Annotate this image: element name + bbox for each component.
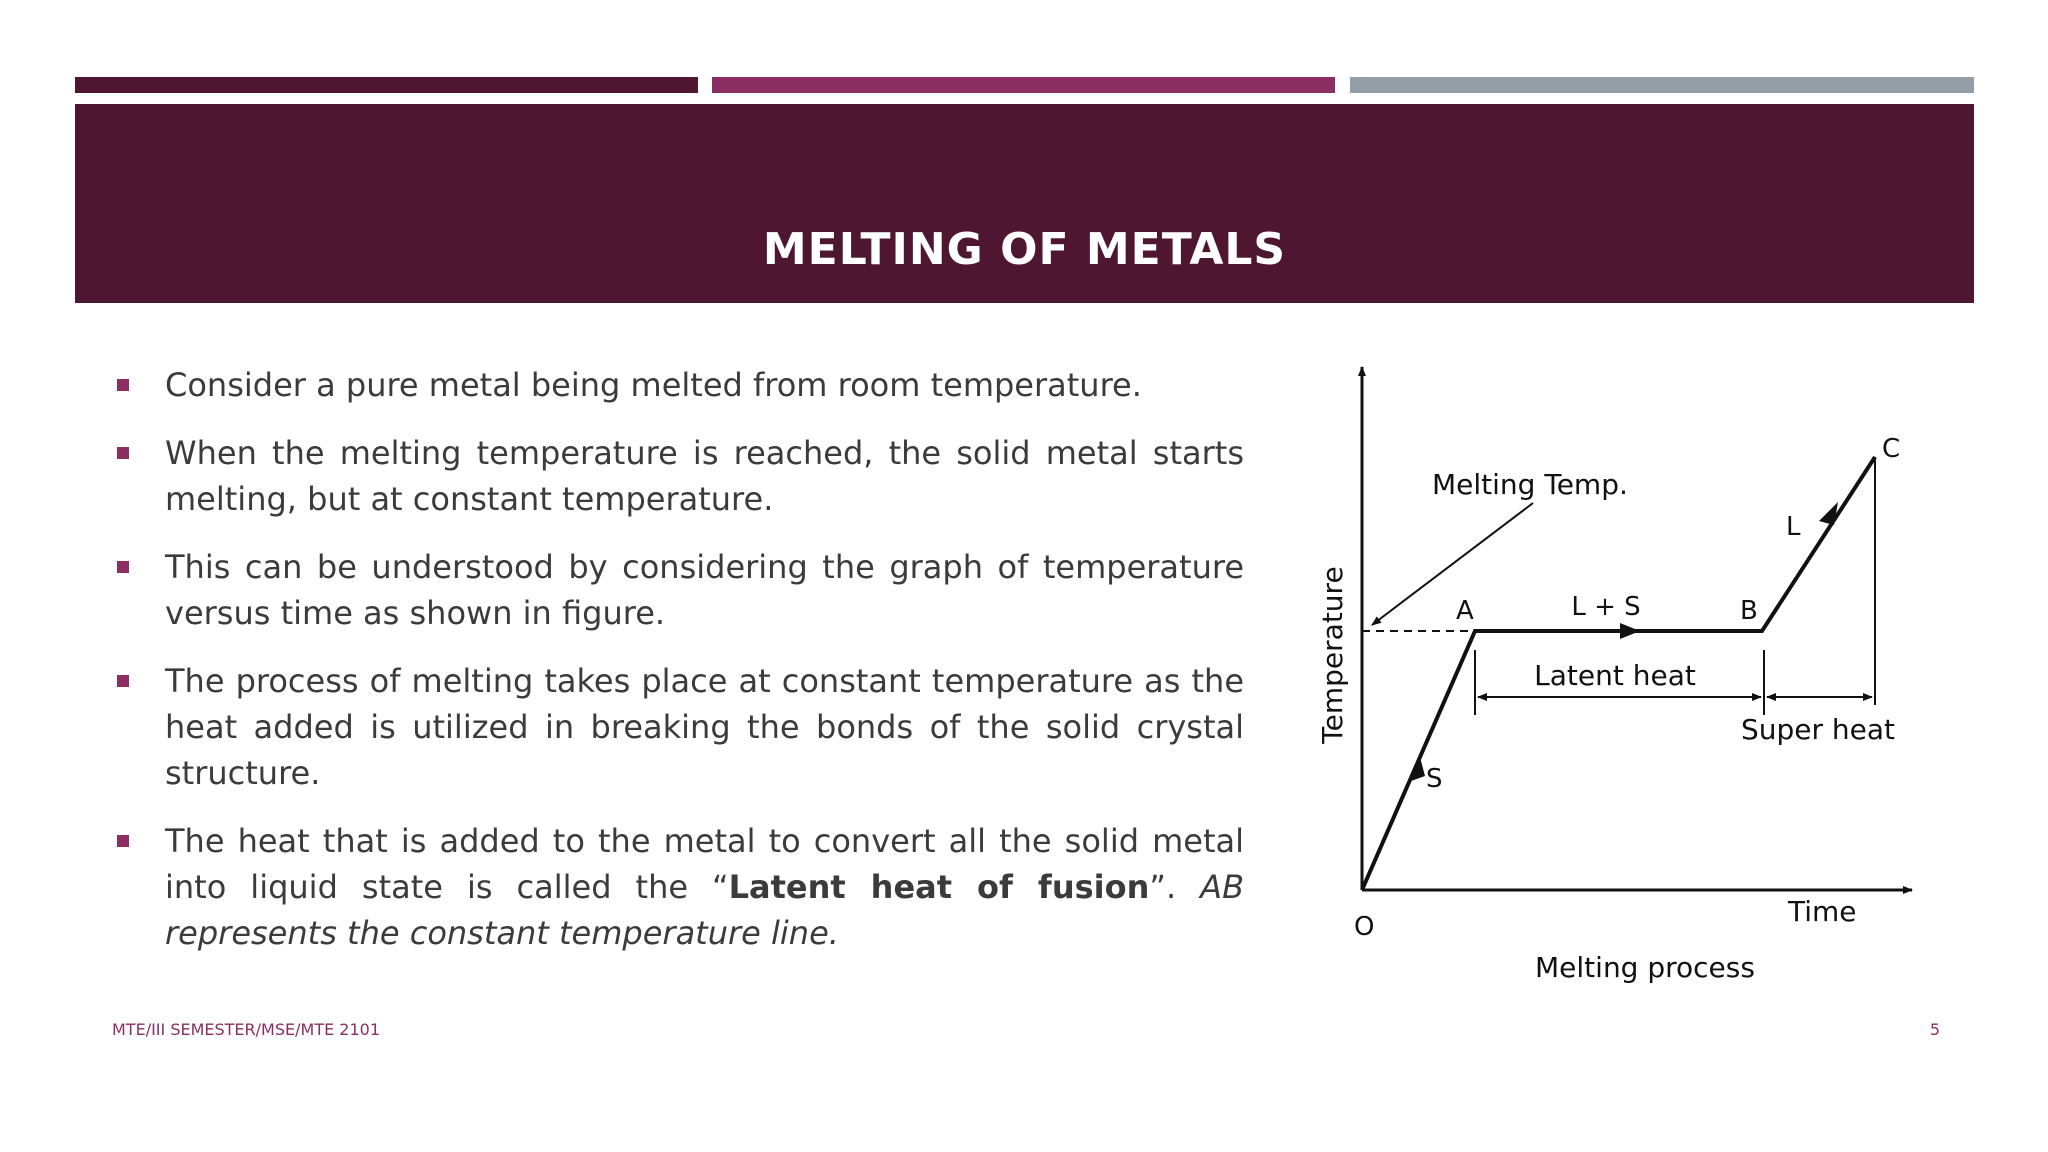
melting-temp-pointer (1372, 503, 1533, 625)
bullet-text: When the melting temperature is reached, the solid metal starts melting, but at constant temperature. (165, 434, 1244, 518)
bullet-list (112, 362, 1244, 978)
melting-temp-label: Melting Temp. (1432, 468, 1628, 501)
bullet-item (112, 818, 1244, 956)
square-bullet-icon (117, 447, 129, 459)
bullet-item (112, 658, 1244, 796)
bullet-item (112, 544, 1244, 636)
super-heat-label: Super heat (1740, 713, 1896, 746)
solid-segment-label: S (1426, 764, 1443, 794)
bullet-text-after: ”. (1149, 868, 1201, 906)
point-c-label: C (1882, 434, 1901, 464)
mixed-phase-label: L + S (1571, 592, 1641, 622)
latent-heat-term: Latent heat of fusion (728, 868, 1150, 906)
x-axis-label: Time (1788, 895, 1857, 928)
bullet-text: This can be understood by considering the graph of temperature versus time as shown in figure. (165, 548, 1244, 632)
y-axis-label: Temperature (1316, 566, 1349, 744)
origin-label: O (1354, 912, 1375, 942)
title-band (75, 104, 1974, 303)
plateau-direction-arrow-icon (1620, 623, 1640, 639)
top-accent-bar-magenta (712, 77, 1335, 93)
bullet-item (112, 362, 1244, 408)
bullet-text: The process of melting takes place at constant temperature as the heat added is utilized in breaking the bonds of the solid crystal structure. (165, 662, 1244, 792)
page-number: 5 (1929, 1020, 1940, 1039)
top-accent-bar-gray (1350, 77, 1974, 93)
square-bullet-icon (117, 561, 129, 573)
graph-caption: Melting process (1535, 951, 1755, 984)
liquid-segment-label: L (1786, 512, 1801, 542)
square-bullet-icon (117, 835, 129, 847)
square-bullet-icon (117, 379, 129, 391)
bullet-italic-note: AB represents the constant temperature line. (165, 868, 1245, 952)
point-b-label: B (1740, 596, 1758, 626)
bullet-item (112, 430, 1244, 522)
bullet-text: Consider a pure metal being melted from room temperature. (165, 366, 1142, 404)
top-accent-bar-dark (75, 77, 698, 93)
melting-graph (1300, 355, 1940, 1005)
slide-title: MELTING OF METALS (762, 224, 1287, 275)
bullet-text-before: The heat that is added to the metal to convert all the solid metal into liquid state is called the “ (165, 822, 1244, 906)
point-a-label: A (1456, 596, 1474, 626)
square-bullet-icon (117, 675, 129, 687)
footer-course-code: MTE/III SEMESTER/MSE/MTE 2101 (112, 1020, 380, 1039)
latent-heat-label: Latent heat (1534, 659, 1696, 692)
